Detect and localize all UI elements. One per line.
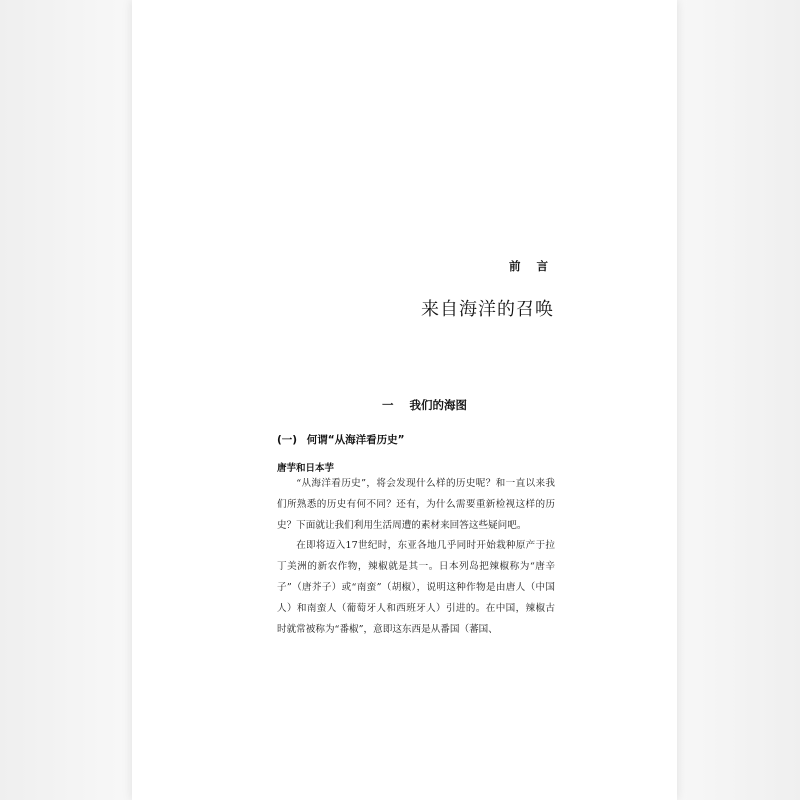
- paragraph: “从海洋看历史”，将会发现什么样的历史呢？和一直以来我们所熟悉的历史有何不同？还有，为什么需要重新检视这样的历史？下面就让我们利用生活周遭的素材来回答这些疑问吧。: [277, 478, 555, 531]
- subsection-heading: [277, 432, 405, 447]
- document-page: [132, 0, 677, 800]
- section-heading: [132, 397, 677, 413]
- section-title: 我们的海图: [409, 398, 467, 412]
- section-number: 一: [381, 398, 394, 412]
- subsection-title: 何谓“从海洋看历史”: [306, 434, 405, 446]
- body-text: [277, 474, 555, 640]
- subsection-number: (一): [277, 434, 298, 446]
- preface-label: 前 言: [508, 259, 554, 273]
- paragraph: 在即将迈入17世纪时，东亚各地几乎同时开始栽种原产于拉丁美洲的新农作物，辣椒就是其一。日本列岛把辣椒称为“唐辛子”（唐芥子）或“南蛮”（胡椒），说明这种作物是由唐人（中国人）和南蛮人（葡萄牙人和西班牙人）引进的。在中国，辣椒古时就常被称为“番椒”，意即这东西是从番国（蕃国、: [277, 540, 555, 635]
- topic-heading: 唐芋和日本芋: [277, 463, 335, 474]
- chapter-title: 来自海洋的召唤: [421, 299, 554, 320]
